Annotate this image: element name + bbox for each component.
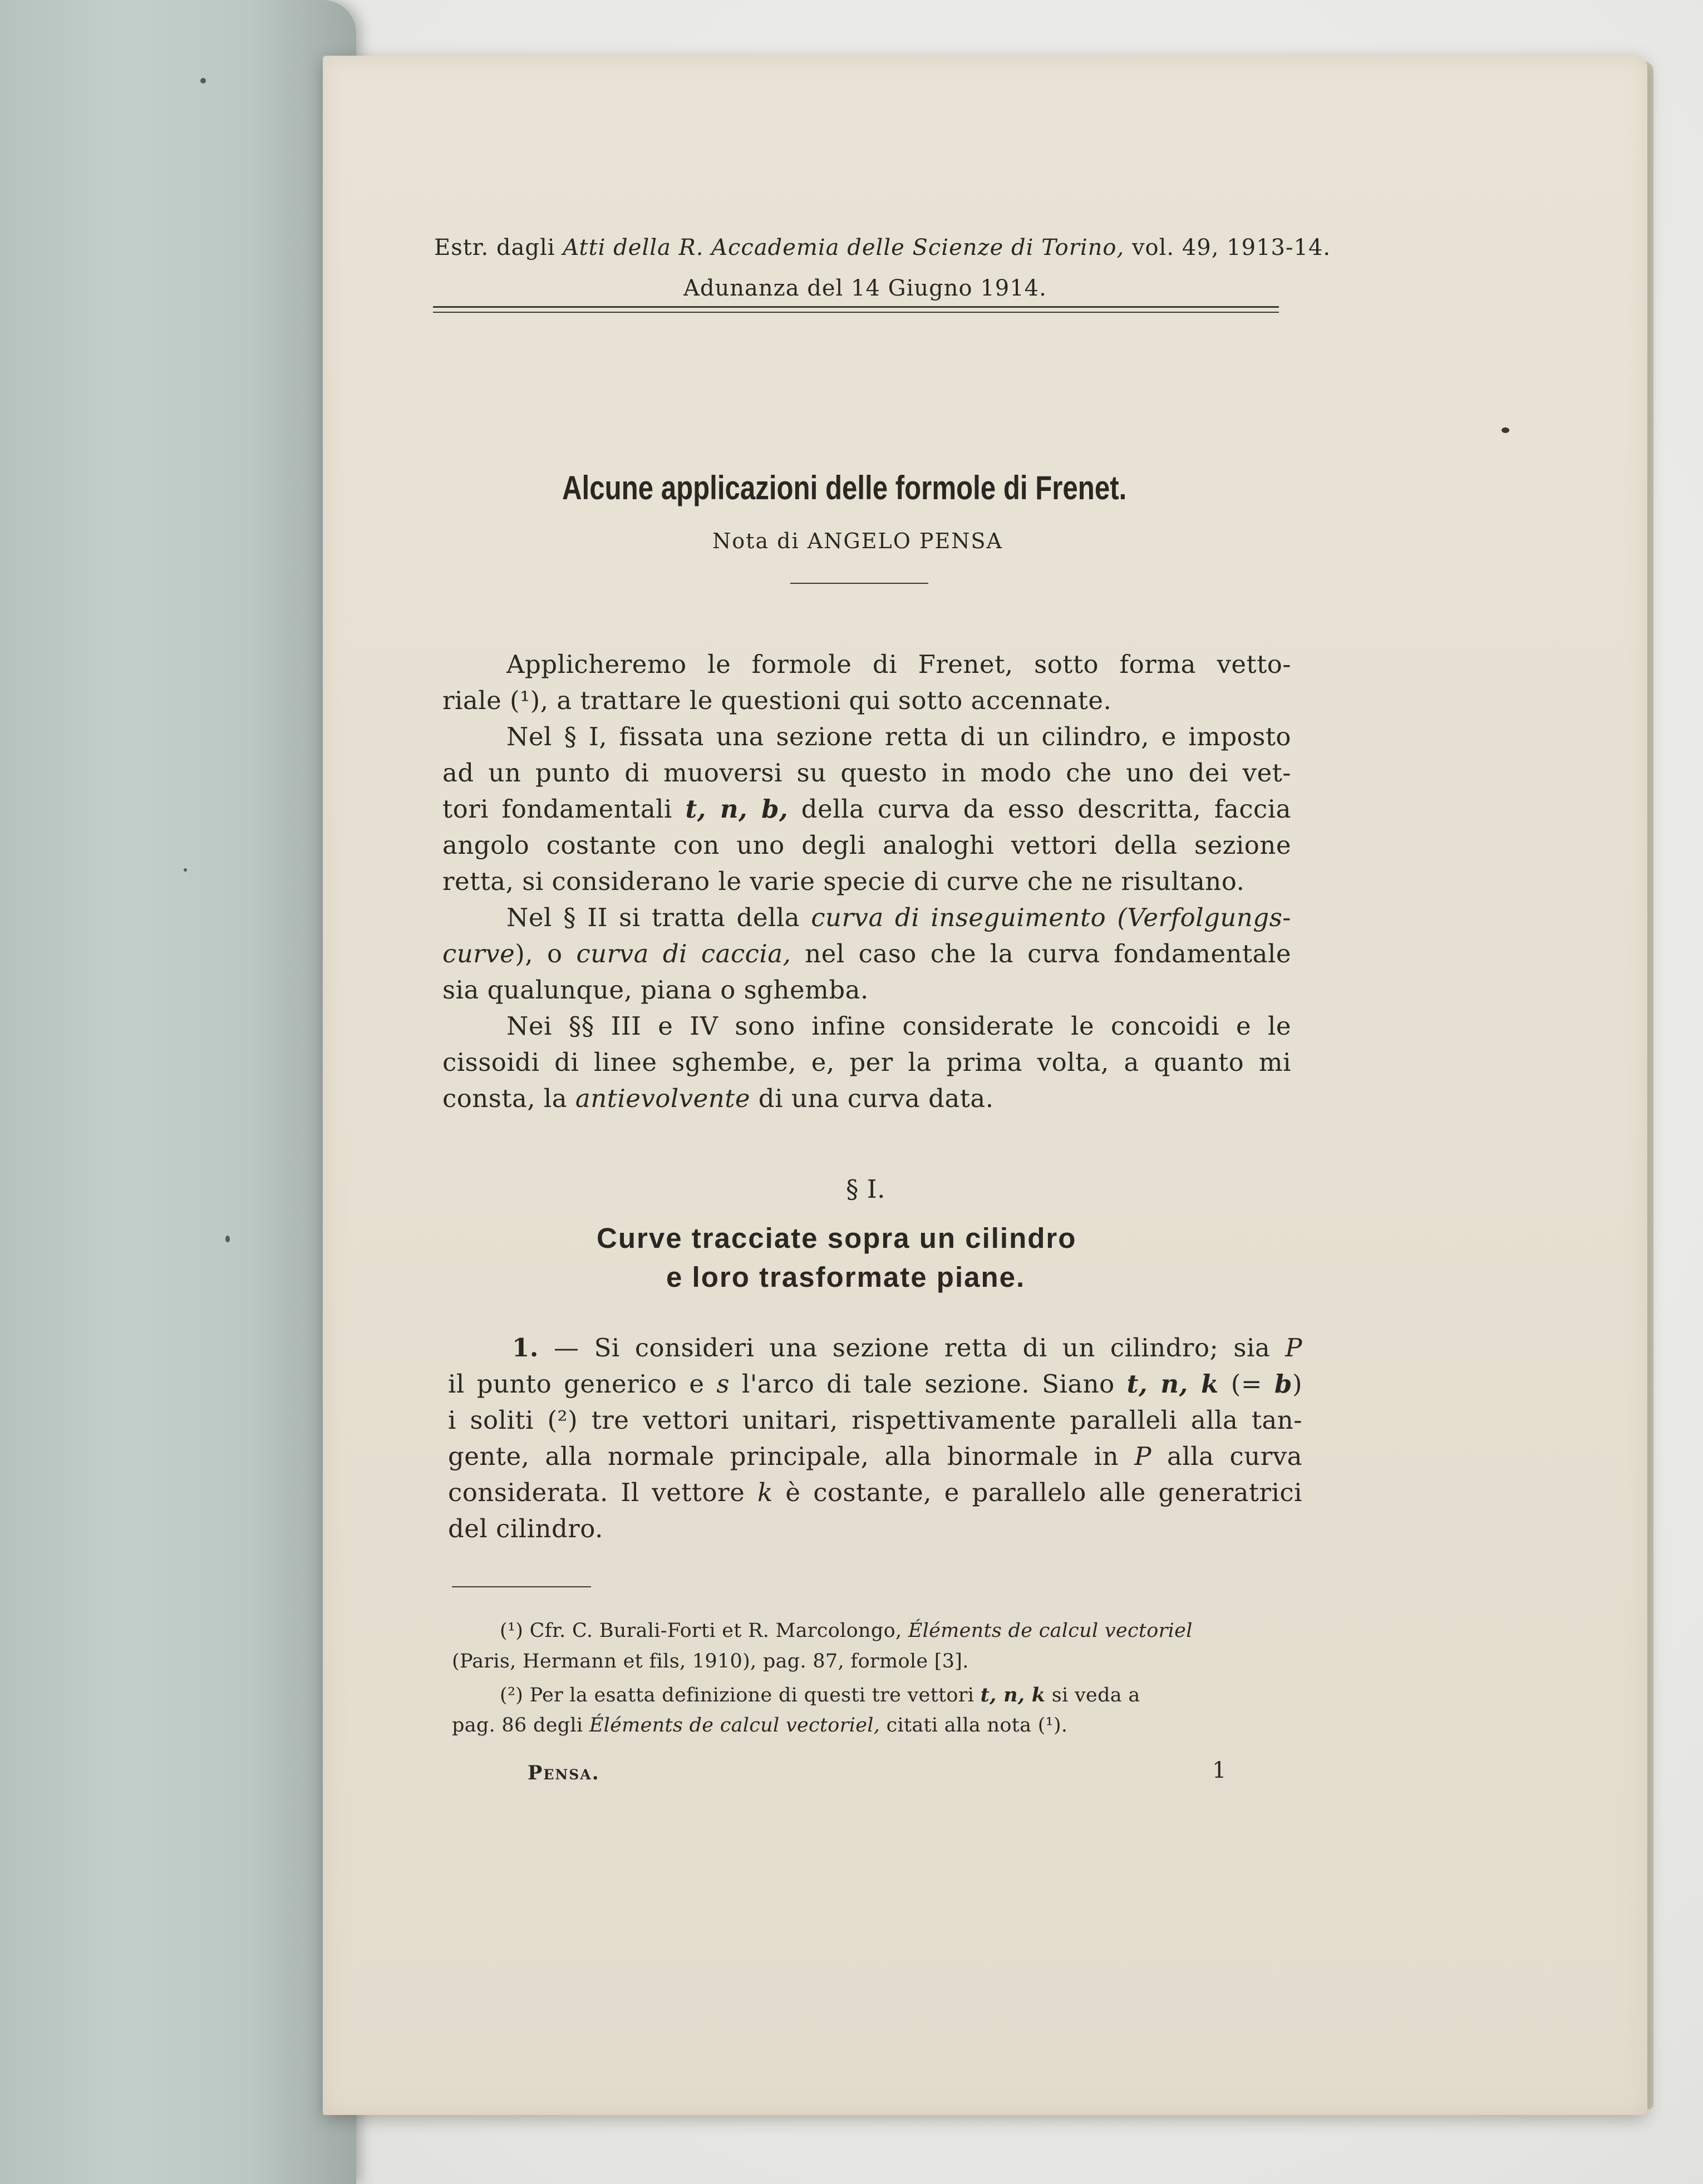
cover-speck bbox=[225, 1236, 230, 1242]
para-line: il punto generico e s l'arco di tale sezione. Siano t, n, k (= b) bbox=[448, 1369, 1302, 1399]
cover-speck bbox=[200, 78, 206, 83]
intro-line: Nei §§ III e IV sono infine considerate le concoidi e le bbox=[506, 1011, 1291, 1041]
header-session: Adunanza del 14 Giugno 1914. bbox=[683, 276, 1047, 301]
intro-line: cissoidi di linee sghembe, e, per la prima volta, a quanto mi bbox=[442, 1047, 1291, 1077]
document-page bbox=[323, 56, 1647, 2115]
intro-line: Nel § II si tratta della curva di inseguimento (Verfolgungs- bbox=[506, 903, 1291, 932]
page-footer-author: Pensa. bbox=[528, 1762, 600, 1784]
section-title: Curve tracciate sopra un cilindro bbox=[597, 1222, 1077, 1254]
intro-line: tori fondamentali t, n, b, della curva da esso descritta, faccia bbox=[442, 794, 1291, 824]
header-citation: Estr. dagli Atti della R. Accademia delle Scienze di Torino, vol. 49, 1913-14. bbox=[434, 235, 1331, 260]
footnote-line: pag. 86 degli Éléments de calcul vectoriel, citati alla nota (¹). bbox=[452, 1714, 1068, 1737]
intro-line: sia qualunque, piana o sghemba. bbox=[442, 975, 869, 1005]
footnote-line: (Paris, Hermann et fils, 1910), pag. 87, formole [3]. bbox=[452, 1650, 969, 1673]
footnote-rule bbox=[452, 1586, 591, 1587]
page-number: 1 bbox=[1212, 1758, 1227, 1783]
para-line: gente, alla normale principale, alla binormale in P alla curva bbox=[448, 1442, 1302, 1471]
page-speck bbox=[1502, 427, 1509, 433]
footnote-line: (¹) Cfr. C. Burali-Forti et R. Marcolongo, Éléments de calcul vectoriel bbox=[500, 1620, 1193, 1642]
intro-line: consta, la antievolvente di una curva data. bbox=[442, 1084, 994, 1113]
article-byline: Nota di ANGELO PENSA bbox=[712, 529, 1003, 553]
intro-line: riale (¹), a trattare le questioni qui sotto accennate. bbox=[442, 686, 1112, 715]
intro-line: Applicheremo le formole di Frenet, sotto forma vetto- bbox=[506, 650, 1291, 679]
section-number: § I. bbox=[846, 1174, 885, 1204]
intro-line: Nel § I, fissata una sezione retta di un cilindro, e imposto bbox=[506, 722, 1291, 751]
intro-line: retta, si considerano le varie specie di curve che ne risultano. bbox=[442, 867, 1245, 896]
byline-rule bbox=[790, 583, 928, 584]
para-line: considerata. Il vettore k è costante, e parallelo alle generatrici bbox=[448, 1478, 1302, 1507]
header-rule-bottom bbox=[433, 312, 1279, 313]
cover-speck bbox=[184, 868, 187, 872]
intro-line: ad un punto di muoversi su questo in modo che uno dei vet- bbox=[442, 758, 1291, 788]
footnote-line: (²) Per la esatta definizione di questi tre vettori t, n, k si veda a bbox=[500, 1684, 1140, 1706]
para-line: del cilindro. bbox=[448, 1514, 603, 1543]
section-title: e loro trasformate piane. bbox=[666, 1261, 1026, 1293]
intro-line: angolo costante con uno degli analoghi vettori della sezione bbox=[442, 830, 1291, 860]
para-line: 1. — Si consideri una sezione retta di un cilindro; sia P bbox=[512, 1333, 1302, 1362]
article-title: Alcune applicazioni delle formole di Frenet. bbox=[562, 469, 1127, 506]
para-line: i soliti (²) tre vettori unitari, rispettivamente paralleli alla tan- bbox=[448, 1405, 1302, 1435]
header-rule-top bbox=[433, 306, 1279, 308]
book-cover bbox=[0, 0, 356, 2184]
intro-line: curve), o curva di caccia, nel caso che la curva fondamentale bbox=[442, 939, 1291, 968]
